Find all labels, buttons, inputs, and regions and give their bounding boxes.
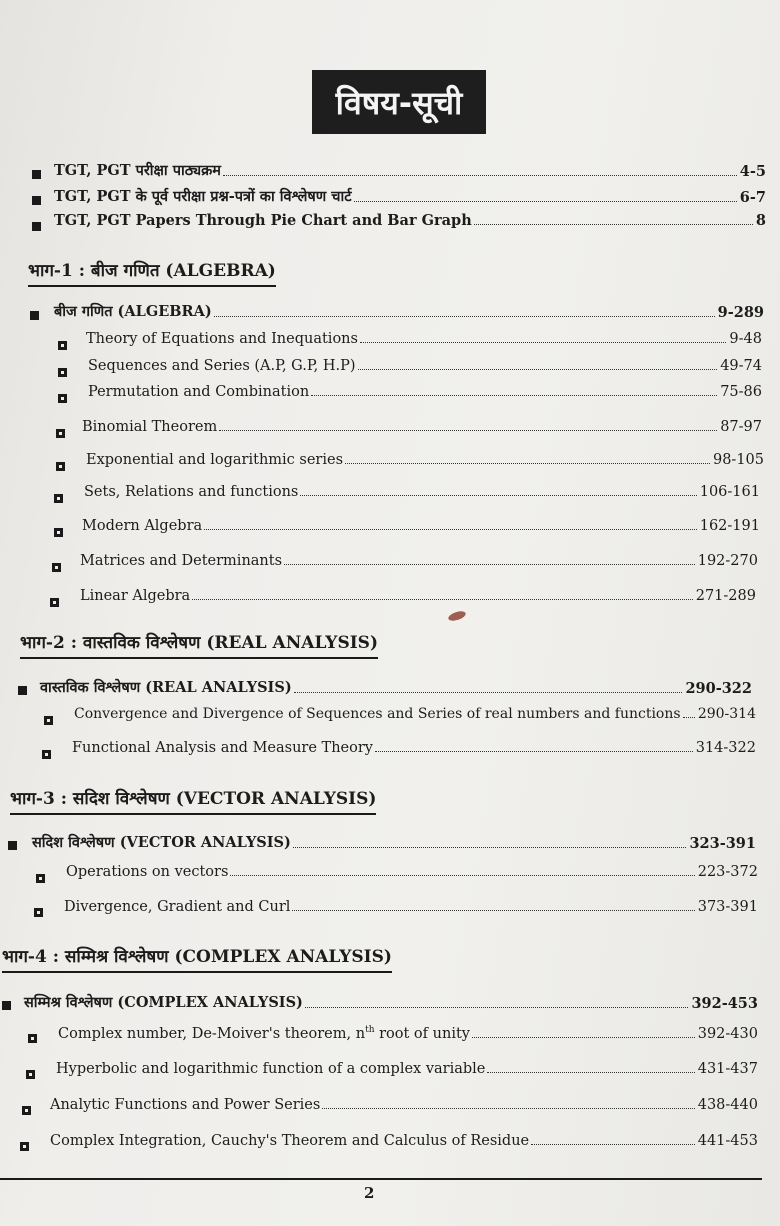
bullet-icon (54, 494, 63, 503)
section-heading-complex-analysis: भाग-4 : सम्मिश्र विश्लेषण (COMPLEX ANALYSIS) (2, 944, 392, 973)
bullet-icon (36, 874, 45, 883)
toc-pages: 290-314 (697, 706, 756, 722)
toc-label: बीज गणित (ALGEBRA) (54, 303, 212, 320)
bullet-icon (56, 462, 65, 471)
toc-pages: 162-191 (699, 518, 760, 534)
toc-row (82, 419, 762, 435)
bullet-icon (42, 750, 51, 759)
toc-pages: 192-270 (697, 553, 758, 569)
leader-dots (305, 1007, 689, 1008)
toc-row (88, 384, 762, 400)
toc-label: TGT, PGT परीक्षा पाठ्यक्रम (54, 162, 221, 179)
leader-dots (292, 910, 694, 911)
toc-pages: 75-86 (720, 384, 762, 400)
leader-dots (311, 395, 717, 396)
toc-label: Exponential and logarithmic series (86, 452, 344, 468)
bullet-icon (58, 368, 67, 377)
leader-dots (204, 529, 697, 530)
toc-label: Convergence and Divergence of Sequences and Series of real numbers and functions (74, 706, 681, 722)
page-title: विषय-सूची (312, 70, 486, 134)
toc-label: सदिश विश्लेषण (VECTOR ANALYSIS) (32, 834, 291, 851)
toc-pages: 49-74 (720, 358, 762, 374)
toc-pages: 438-440 (697, 1097, 758, 1113)
toc-pages: 392-453 (691, 995, 758, 1012)
bullet-icon (58, 341, 67, 350)
bullet-icon (30, 311, 39, 320)
toc-pages: 271-289 (695, 588, 756, 604)
leader-dots (294, 692, 683, 693)
toc-row-main (54, 301, 764, 321)
toc-row-intro (54, 186, 766, 206)
toc-row (58, 1025, 758, 1042)
leader-dots (531, 1144, 695, 1145)
toc-label: Divergence, Gradient and Curl (64, 899, 291, 915)
toc-pages: 9-289 (717, 304, 764, 321)
toc-label: TGT, PGT Papers Through Pie Chart and Bar Graph (54, 212, 472, 229)
section-heading-vector-analysis: भाग-3 : सदिश विश्लेषण (VECTOR ANALYSIS) (10, 786, 376, 815)
toc-label: Sequences and Series (A.P, G.P, H.P) (88, 358, 356, 374)
leader-dots (293, 847, 687, 848)
toc-pages: 431-437 (697, 1061, 758, 1077)
toc-row (88, 358, 762, 374)
toc-row-main (32, 832, 756, 852)
section-heading-algebra: भाग-1 : बीज गणित (ALGEBRA) (28, 258, 276, 287)
bullet-icon (34, 908, 43, 917)
toc-pages: 106-161 (699, 484, 760, 500)
toc-pages: 290-322 (685, 680, 752, 697)
toc-label: Complex Integration, Cauchy's Theorem and Calculus of Residue (50, 1133, 530, 1149)
toc-pages: 441-453 (697, 1133, 758, 1149)
leader-dots (345, 463, 710, 464)
bullet-icon (2, 1001, 11, 1010)
bullet-icon (28, 1034, 37, 1043)
toc-label: Theory of Equations and Inequations (86, 331, 358, 347)
toc-row (50, 1133, 758, 1149)
ink-smudge (447, 609, 467, 622)
toc-row-main (40, 677, 752, 697)
section-heading-real-analysis: भाग-2 : वास्तविक विश्लेषण (REAL ANALYSIS) (20, 630, 378, 659)
toc-row (84, 484, 760, 500)
bullet-icon (52, 563, 61, 572)
toc-pages: 323-391 (689, 835, 756, 852)
leader-dots (214, 316, 715, 317)
toc-label: वास्तविक विश्लेषण (REAL ANALYSIS) (40, 679, 292, 696)
toc-pages: 392-430 (697, 1025, 758, 1042)
toc-row (56, 1061, 758, 1077)
toc-label: TGT, PGT के पूर्व परीक्षा प्रश्न-पत्रों का विश्लेषण चार्ट (54, 188, 352, 205)
toc-pages: 98-105 (712, 452, 764, 468)
toc-label: Matrices and Determinants (80, 553, 283, 569)
leader-dots (375, 751, 693, 752)
toc-row-intro (54, 160, 766, 180)
toc-pages: 87-97 (720, 419, 762, 435)
toc-row (50, 1097, 758, 1113)
leader-dots (300, 495, 696, 496)
toc-row-intro (54, 212, 766, 229)
toc-label: Operations on vectors (66, 864, 229, 880)
toc-label: सम्मिश्र विश्लेषण (COMPLEX ANALYSIS) (24, 994, 303, 1011)
bullet-icon (8, 841, 17, 850)
toc-pages: 223-372 (697, 864, 758, 880)
toc-pages: 314-322 (695, 740, 756, 756)
toc-pages: 373-391 (697, 899, 758, 915)
toc-pages: 9-48 (729, 331, 762, 347)
toc-row (82, 518, 760, 534)
leader-dots (284, 564, 695, 565)
leader-dots (354, 201, 737, 202)
toc-label: Permutation and Combination (88, 384, 310, 400)
toc-label: Complex number, De-Moiver's theorem, $n^{th}$ root of unity (58, 1025, 470, 1042)
leader-dots (474, 224, 753, 225)
toc-pages: 4-5 (739, 163, 766, 180)
bullet-icon (32, 196, 41, 205)
leader-dots (223, 175, 737, 176)
toc-row (66, 864, 758, 880)
leader-dots (683, 717, 695, 718)
leader-dots (358, 369, 718, 370)
bullet-icon (26, 1070, 35, 1079)
toc-label: Hyperbolic and logarithmic function of a complex variable (56, 1061, 486, 1077)
bullet-icon (32, 170, 41, 179)
bullet-icon (32, 222, 41, 231)
footer-rule (0, 1178, 762, 1180)
bullet-icon (58, 394, 67, 403)
leader-dots (230, 875, 694, 876)
bullet-icon (20, 1142, 29, 1151)
toc-row (86, 331, 762, 347)
toc-label: Modern Algebra (82, 518, 203, 534)
toc-row (80, 588, 756, 604)
bullet-icon (50, 598, 59, 607)
toc-pages: 6-7 (739, 189, 766, 206)
toc-label: Sets, Relations and functions (84, 484, 299, 500)
leader-dots (219, 430, 717, 431)
leader-dots (192, 599, 693, 600)
leader-dots (472, 1037, 695, 1038)
toc-row (86, 452, 764, 468)
bullet-icon (44, 716, 53, 725)
leader-dots (487, 1072, 694, 1073)
toc-label: Linear Algebra (80, 588, 191, 604)
toc-label: Binomial Theorem (82, 419, 218, 435)
toc-row (80, 553, 758, 569)
toc-row-main (24, 992, 758, 1012)
page-number: 2 (364, 1184, 375, 1202)
leader-dots (322, 1108, 694, 1109)
toc-row (64, 899, 758, 915)
leader-dots (360, 342, 726, 343)
bullet-icon (54, 528, 63, 537)
toc-label: Analytic Functions and Power Series (50, 1097, 321, 1113)
toc-row (72, 740, 756, 756)
toc-label: Functional Analysis and Measure Theory (72, 740, 373, 756)
toc-pages: 8 (755, 212, 766, 229)
bullet-icon (56, 429, 65, 438)
toc-row (74, 706, 756, 722)
bullet-icon (18, 686, 27, 695)
bullet-icon (22, 1106, 31, 1115)
